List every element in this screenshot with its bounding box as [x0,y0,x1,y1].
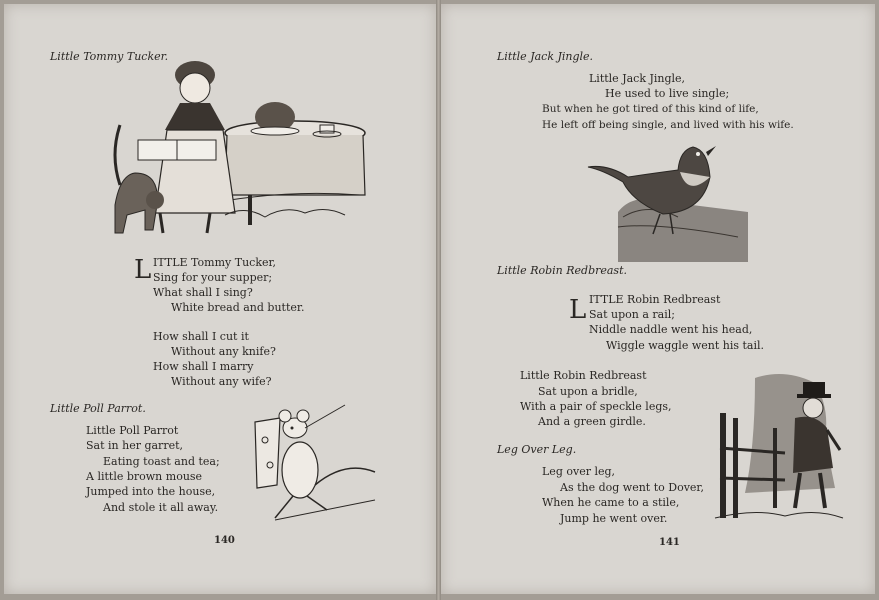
poem-line: Little Robin Redbreast [520,369,647,382]
poem-line: But when he got tired of this kind of life, [542,103,759,115]
poem-line: And stole it all away. [103,501,219,514]
poem-line: As the dog went to Dover, [560,481,704,494]
page-number-right: 141 [659,537,680,548]
poem-line: When he came to a stile, [542,496,680,509]
poem-line: Sat in her garret, [86,439,184,452]
old-man-at-stile-illustration [715,368,843,526]
robin-bird-illustration [588,142,748,262]
poem-line: And a green girdle. [538,415,646,428]
page-number-left: 140 [214,535,235,546]
girl-singing-with-cat-illustration [105,55,360,240]
poem-line: Eating toast and tea; [103,455,220,468]
poem-line: With a pair of speckle legs, [520,400,672,413]
poem-title-leg-over-leg: Leg Over Leg. [497,443,577,456]
poem-line: What shall I sing? [153,286,253,299]
poem-title-poll-parrot: Little Poll Parrot. [50,402,146,415]
poem-line: He used to live single; [605,87,730,100]
poem-line: Leg over leg, [542,465,616,478]
poem-line: ITTLE Robin Redbreast [589,293,721,306]
poem-line: Sat upon a bridle, [538,385,638,398]
poem-line: Sing for your supper; [153,271,273,284]
mouse-with-toast-illustration [245,400,380,525]
poem-line: Wiggle waggle went his tail. [606,339,765,352]
poem-line: How shall I marry [153,360,254,373]
poem-title-tommy-tucker: Little Tommy Tucker. [50,50,169,63]
poem-line: Niddle naddle went his head, [589,323,753,336]
poem-line: Without any wife? [171,375,272,388]
drop-cap-tommy: L [134,255,152,285]
poem-line: Jumped into the house, [86,485,216,498]
poem-line: Little Poll Parrot [86,424,179,437]
poem-line: White bread and butter. [171,301,305,314]
poem-line: Sat upon a rail; [589,308,675,321]
poem-line: How shall I cut it [153,330,249,343]
poem-line: ITTLE Tommy Tucker, [153,256,277,269]
drop-cap-robin: L [569,295,587,325]
poem-line: He left off being single, and lived with his wife. [542,119,794,131]
poem-line: Without any knife? [171,345,276,358]
poem-title-jack-jingle: Little Jack Jingle. [497,50,594,63]
poem-line: Little Jack Jingle, [589,72,686,85]
poem-line: A little brown mouse [86,470,203,483]
poem-line: Jump he went over. [560,512,668,525]
poem-title-robin-redbreast: Little Robin Redbreast. [497,264,627,277]
